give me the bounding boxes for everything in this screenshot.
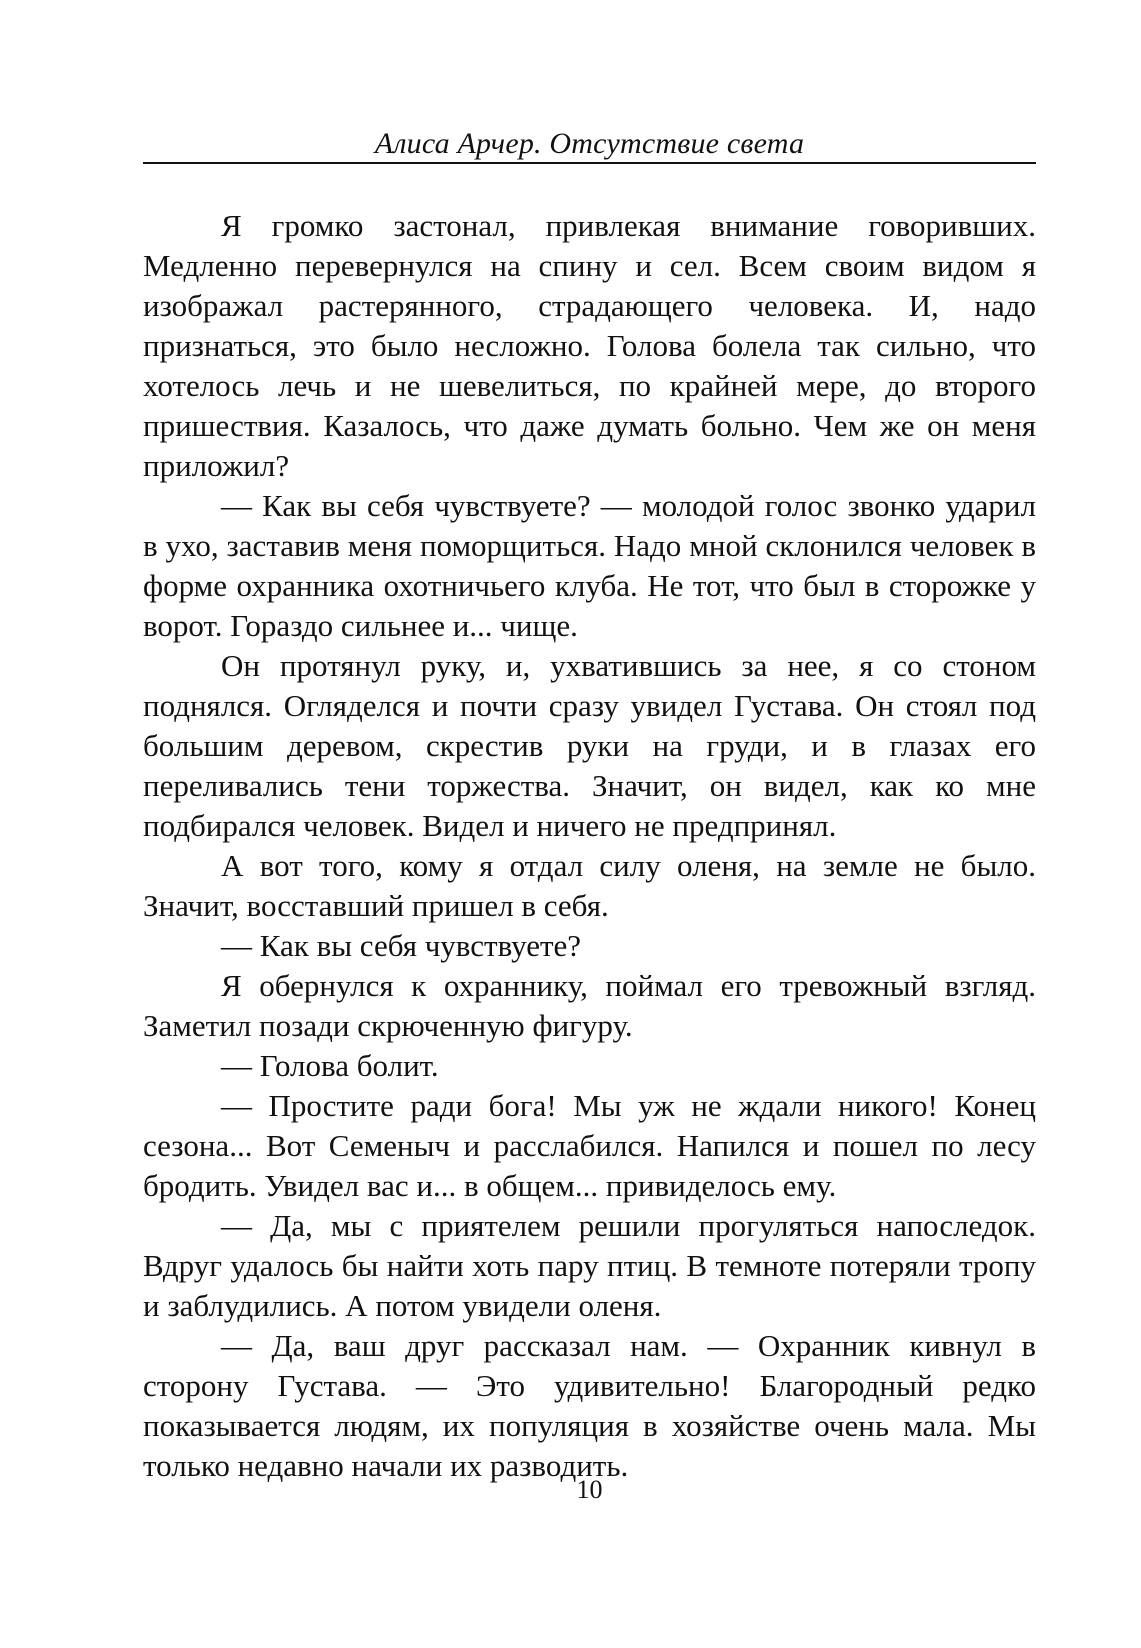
body-text	[143, 206, 1036, 1486]
page-number: 10	[576, 1475, 603, 1504]
paragraph: — Как вы себя чувствуете?	[221, 928, 582, 963]
paragraph: — Да, ваш друг рассказал нам. — Охранник кивнул в сторону Густава. — Это удивительно! Благородный редко показывается людям, их популяция в хозяйстве очень мала. Мы только недавно начали их разводить.	[143, 1328, 1036, 1483]
paragraph: — Простите ради бога! Мы уж не ждали никого! Конец сезона... Вот Семеныч и расслабился. Напился и пошел по лесу бродить. Увидел вас и... в общем... привиделось ему.	[143, 1088, 1036, 1203]
paragraph: А вот того, кому я отдал силу оленя, на земле не было. Значит, восставший пришел в себя.	[143, 848, 1036, 923]
paragraph: — Да, мы с приятелем решили прогуляться напоследок. Вдруг удалось бы найти хоть пару птиц. В темноте потеряли тропу и заблудились. А потом увидели оленя.	[143, 1208, 1036, 1323]
paragraph: Он протянул руку, и, ухватившись за нее, я со стоном поднялся. Огляделся и почти сразу увидел Густава. Он стоял под большим деревом, скрестив руки на груди, и в глазах его переливались тени торжества. Значит, он видел, как ко мне подбирался человек. Видел и ничего не предпринял.	[143, 648, 1036, 843]
paragraph: Я обернулся к охраннику, поймал его тревожный взгляд. Заметил позади скрюченную фигуру.	[143, 968, 1036, 1043]
header-rule	[143, 162, 1036, 164]
paragraph: — Голова болит.	[221, 1048, 439, 1083]
paragraph: — Как вы себя чувствуете? — молодой голос звонко ударил в ухо, заставив меня поморщиться. Надо мной склонился человек в форме охранника охотничьего клуба. Не тот, что был в сторожке у ворот. Гораздо сильнее и... чище.	[143, 488, 1036, 643]
paragraph: Я громко застонал, привлекая внимание говоривших. Медленно перевернулся на спину и сел. Всем своим видом я изображал растерянного, страдающего человека. И, надо признаться, это было несложно. Голова болела так сильно, что хотелось лечь и не шевелиться, по крайней мере, до второго пришествия. Казалось, что даже думать больно. Чем же он меня приложил?	[143, 208, 1036, 483]
running-title: Алиса Арчер. Отсутствие света	[374, 127, 805, 160]
